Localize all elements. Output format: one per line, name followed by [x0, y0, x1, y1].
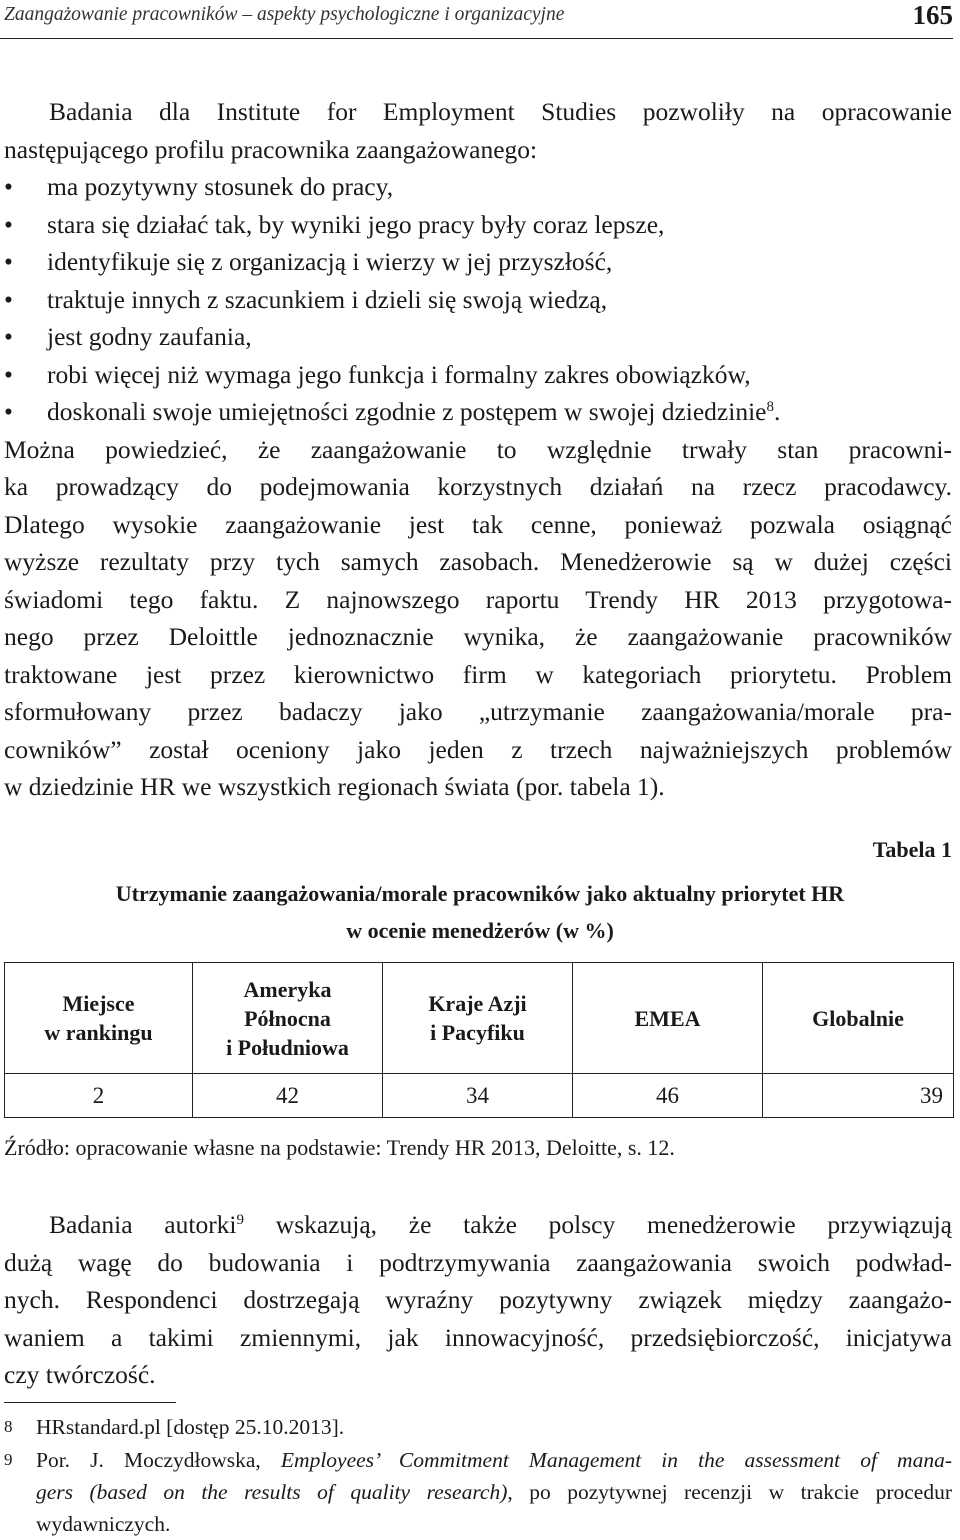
footnote-number: 9	[4, 1450, 13, 1469]
bullet-icon: •	[4, 397, 13, 426]
running-title: Zaangażowanie pracowników – aspekty psychologiczne i organizacyjne	[4, 4, 565, 25]
intro-line-1: Badania dla Institute for Employment Studies pozwoliły na opracowanie	[49, 97, 952, 126]
list-item	[4, 356, 952, 394]
list-item	[4, 393, 952, 431]
cited-title: gers (based on the results of quality research)	[36, 1480, 508, 1504]
footnote-ref-8[interactable]: 8	[766, 399, 774, 415]
cell-americas: 42	[193, 1074, 383, 1118]
table-caption-line-1: Utrzymanie zaangażowania/morale pracowników jako aktualny priorytet HR	[115, 881, 845, 906]
header-americas: Ameryka Północna i Południowa	[193, 963, 383, 1074]
paragraph-line: ka prowadzący do podejmowania korzystnych działań na rzecz pracodawcy.	[4, 472, 952, 501]
list-item-text: stara się działać tak, by wyniki jego pracy były coraz lepsze,	[47, 209, 665, 239]
paragraph-line: czy twórczość.	[4, 1360, 156, 1389]
cell-apac: 34	[383, 1074, 573, 1118]
footnote-line: wydawniczych.	[36, 1512, 171, 1536]
table-row	[5, 1074, 954, 1118]
list-item-text: doskonali swoje umiejętności zgodnie z postępem w swojej dziedzinie	[47, 397, 767, 426]
paragraph-line: w dziedzinie HR we wszystkich regionach świata (por. tabela 1).	[4, 772, 665, 801]
paragraph-line: waniem a takimi zmiennymi, jak innowacyjność, przedsiębiorczość, inicjatywa	[4, 1322, 952, 1352]
table-caption-line-2: w ocenie menedżerów (w %)	[346, 918, 614, 943]
footnote-8	[4, 1411, 952, 1443]
list-item	[4, 318, 952, 356]
paragraph-line: dużą wagę do budowania i podtrzymywania zaangażowania swoich podwład-	[4, 1247, 952, 1277]
paragraph-line: Dlatego wysokie zaangażowanie jest tak cenne, ponieważ pozwala osiągnąć	[4, 509, 952, 539]
header-apac: Kraje Azji i Pacyfiku	[383, 963, 573, 1074]
paragraph-line: nych. Respondenci dostrzegają wyraźny pozytywny związek między zaangażo-	[4, 1285, 952, 1314]
bullet-icon: •	[4, 284, 13, 314]
priority-table	[4, 962, 954, 1118]
list-item	[4, 168, 952, 206]
list-item-text: robi więcej niż wymaga jego funkcja i formalny zakres obowiązków,	[47, 359, 751, 389]
bullet-icon: •	[4, 172, 13, 201]
list-item-text: identyfikuje się z organizacją i wierzy w jej przyszłość,	[47, 247, 613, 276]
footnote-text: HRstandard.pl [dostęp 25.10.2013].	[36, 1415, 345, 1439]
list-item	[4, 281, 952, 319]
table-header-row	[5, 963, 954, 1074]
cell-emea: 46	[573, 1074, 763, 1118]
header-emea: EMEA	[573, 963, 763, 1074]
running-header	[0, 0, 953, 39]
bullet-icon: •	[4, 322, 13, 351]
cell-rank: 2	[5, 1074, 193, 1118]
list-item-text: ma pozytywny stosunek do pracy,	[47, 172, 394, 201]
paragraph-line: Można powiedzieć, że zaangażowanie to względnie trwały stan pracowni-	[4, 434, 952, 464]
footnote-line: gers (based on the results of quality research), po pozytywnej recenzji w trakcie procedur	[36, 1480, 952, 1504]
paragraph-line: traktowane jest przez kierownictwo firm w kategoriach priorytetu. Problem	[4, 659, 952, 689]
list-item-text: jest godny zaufania,	[47, 322, 252, 351]
bullet-icon: •	[4, 209, 13, 239]
list-item-tail: .	[774, 397, 781, 426]
cell-global: 39	[763, 1074, 954, 1118]
footnote-number: 8	[4, 1417, 13, 1436]
paragraph-line: Badania autorki$^9$ wskazują, że także polscy menedżerowie przywiązują	[49, 1210, 952, 1239]
table-label: Tabela 1	[872, 837, 952, 862]
footnote-line: Por. J. Moczydłowska, Employees’ Commitment Management in the assessment of mana-	[36, 1448, 952, 1472]
paragraph-line: cowników” został oceniony jako jeden z trzech najważniejszych problemów	[4, 734, 952, 764]
table-source: Źródło: opracowanie własne na podstawie: Trendy HR 2013, Deloitte, s. 12.	[4, 1135, 675, 1160]
main-text	[4, 93, 952, 806]
header-rank: Miejsce w rankingu	[5, 963, 193, 1074]
closing-paragraph	[4, 1206, 952, 1394]
page-number: 165	[912, 0, 953, 30]
cited-title: Employees’ Commitment Management in the assessment of mana-	[280, 1448, 952, 1472]
bullet-icon: •	[4, 359, 13, 389]
list-item	[4, 206, 952, 244]
paragraph-line: świadomi tego faktu. Z najnowszego raportu Trendy HR 2013 przygotowa-	[4, 584, 952, 614]
bullet-icon: •	[4, 247, 13, 276]
footnote-divider	[4, 1402, 176, 1403]
list-item-text: traktuje innych z szacunkiem i dzieli się swoją wiedzą,	[47, 284, 608, 314]
header-global: Globalnie	[763, 963, 954, 1074]
intro-line-2: następującego profilu pracownika zaangażowanego:	[4, 134, 538, 164]
footnote-9	[4, 1444, 952, 1540]
footnote-ref-9[interactable]: 9	[236, 1212, 245, 1228]
paragraph-line: nego przez Deloittle jednoznacznie wynika, że zaangażowanie pracowników	[4, 622, 952, 651]
paragraph-line: sformułowany przez badaczy jako „utrzymanie zaangażowania/morale pra-	[4, 697, 952, 726]
paragraph-line: wyższe rezultaty przy tych samych zasobach. Menedżerowie są w dużej części	[4, 547, 952, 576]
list-item	[4, 243, 952, 281]
